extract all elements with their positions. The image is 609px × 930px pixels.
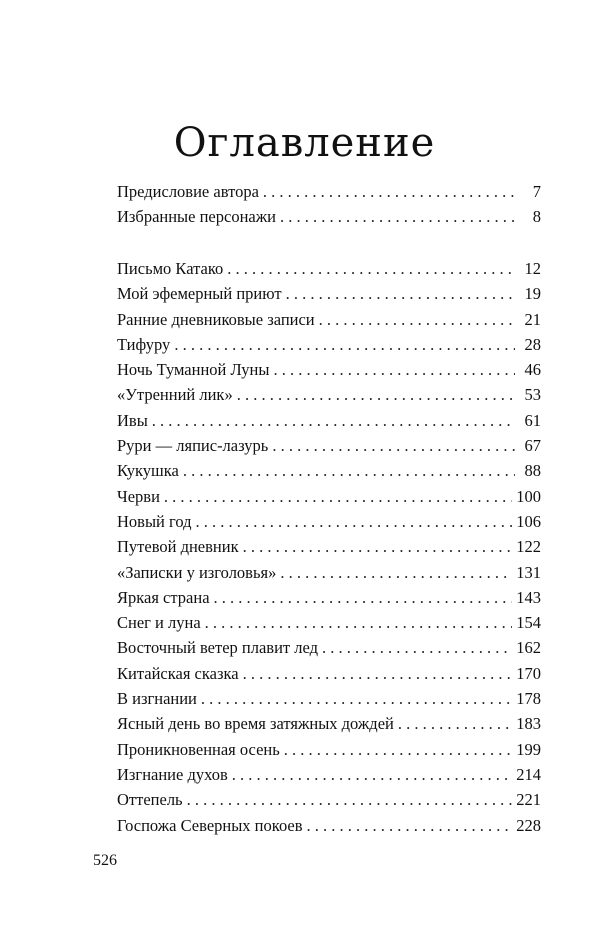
toc-leader-dots	[152, 411, 515, 431]
toc-leader-dots	[243, 664, 513, 684]
toc-entry	[117, 613, 541, 638]
toc-entry	[117, 436, 541, 461]
toc-leader-dots	[273, 360, 515, 380]
toc-entry-title: «Утренний лик»	[117, 385, 233, 405]
toc-leader-dots	[280, 207, 515, 227]
toc-entry	[117, 284, 541, 309]
toc-entry-title: Тифуру	[117, 334, 171, 354]
toc-leader-dots	[187, 790, 513, 810]
toc-entry-page: 21	[524, 309, 541, 329]
toc-leader-dots	[263, 182, 515, 202]
toc-leader-dots	[214, 588, 513, 608]
page-number: 526	[93, 852, 117, 869]
toc-entry-page: 67	[524, 436, 541, 456]
toc-group-front-matter	[117, 182, 541, 233]
toc-entry-title: Предисловие автора	[117, 182, 259, 201]
toc-group-chapters	[117, 259, 541, 841]
toc-entry-title: Избранные персонажи	[117, 207, 276, 227]
toc-entry-title: Госпожа Северных покоев	[117, 815, 303, 835]
toc-entry	[117, 310, 541, 335]
toc-entry	[117, 335, 541, 360]
page-title: Оглавление	[173, 120, 436, 166]
toc-entry-page: 170	[516, 663, 541, 683]
toc-entry-title: Путевой дневник	[117, 537, 239, 557]
toc-entry-title: Новый год	[117, 511, 192, 531]
toc-entry-page: 154	[516, 613, 541, 633]
toc-leader-dots	[201, 689, 512, 709]
toc-entry-page: 28	[524, 334, 541, 354]
toc-entry-title: Черви	[117, 486, 160, 506]
toc-entry	[117, 411, 541, 436]
toc-entry	[117, 714, 541, 739]
toc-entry	[117, 563, 541, 588]
toc-entry-title: Снег и луна	[117, 613, 201, 633]
toc-entry-page: 88	[524, 461, 541, 481]
toc-entry-page: 221	[516, 790, 541, 810]
toc-entry-title: Восточный ветер плавит лед	[117, 638, 318, 658]
toc-leader-dots	[322, 638, 512, 658]
toc-entry-page: 214	[516, 764, 541, 784]
toc-entry-title: В изгнании	[117, 689, 197, 709]
toc-entry-title: Ясный день во время затяжных дождей	[117, 714, 394, 734]
toc-entry-page: 19	[524, 284, 541, 304]
toc-entry-title: Рури — ляпис-лазурь	[117, 436, 269, 456]
toc-entry	[117, 360, 541, 385]
toc-entry-title: Оттепель	[117, 790, 183, 810]
toc-entry-title: Ивы	[117, 410, 148, 430]
toc-entry	[117, 259, 541, 284]
toc-entry-page: 183	[516, 714, 541, 734]
toc-entry-page: 7	[532, 182, 541, 201]
toc-entry-page: 228	[516, 815, 541, 835]
toc-leader-dots	[183, 461, 515, 481]
toc-entry-page: 46	[524, 360, 541, 380]
toc-entry-page: 131	[516, 562, 541, 582]
toc-entry	[117, 765, 541, 790]
toc-leader-dots	[284, 740, 512, 760]
toc-leader-dots	[286, 284, 515, 304]
toc-leader-dots	[280, 563, 512, 583]
toc-entry-title: «Записки у изголовья»	[117, 562, 277, 582]
toc-entry-title: Изгнание духов	[117, 764, 228, 784]
toc-entry-title: Мой эфемерный приют	[117, 284, 282, 304]
toc-entry-page: 122	[516, 537, 541, 557]
toc-entry	[117, 638, 541, 663]
toc-entry-page: 8	[532, 207, 541, 227]
toc-leader-dots	[307, 816, 513, 836]
toc-entry-title: Проникновенная осень	[117, 739, 280, 759]
toc-leader-dots	[319, 310, 515, 330]
toc-leader-dots	[398, 714, 512, 734]
toc-entry-page: 61	[524, 410, 541, 430]
toc-entry-title: Кукушка	[117, 461, 179, 481]
toc-entry	[117, 182, 541, 207]
toc-entry-title: Яркая страна	[117, 587, 210, 607]
toc-leader-dots	[174, 335, 515, 355]
toc-entry	[117, 512, 541, 537]
toc-leader-dots	[272, 436, 515, 456]
toc-entry-title: Письмо Катако	[117, 259, 224, 278]
toc-entry	[117, 689, 541, 714]
toc-entry-page: 162	[516, 638, 541, 658]
toc-leader-dots	[237, 385, 515, 405]
toc-leader-dots	[196, 512, 513, 532]
toc-entry	[117, 740, 541, 765]
toc-entry	[117, 207, 541, 232]
toc-entry	[117, 537, 541, 562]
toc-entry-page: 178	[516, 689, 541, 709]
toc-leader-dots	[227, 259, 515, 279]
toc-entry	[117, 664, 541, 689]
toc-entry	[117, 385, 541, 410]
toc-entry-title: Ранние дневниковые записи	[117, 309, 315, 329]
toc-entry-title: Китайская сказка	[117, 663, 239, 683]
toc-entry	[117, 487, 541, 512]
toc-entry	[117, 461, 541, 486]
toc-leader-dots	[205, 613, 513, 633]
toc-leader-dots	[232, 765, 512, 785]
toc-entry-page: 106	[516, 511, 541, 531]
toc-entry-page: 12	[524, 259, 541, 278]
toc-entry	[117, 790, 541, 815]
toc-leader-dots	[243, 537, 513, 557]
toc-leader-dots	[164, 487, 512, 507]
toc-entry-page: 199	[516, 739, 541, 759]
toc-entry-page: 143	[516, 587, 541, 607]
toc-entry-title: Ночь Туманной Луны	[117, 360, 270, 380]
toc-entry	[117, 816, 541, 841]
toc-entry	[117, 588, 541, 613]
toc-entry-page: 53	[524, 385, 541, 405]
toc-entry-page: 100	[516, 486, 541, 506]
